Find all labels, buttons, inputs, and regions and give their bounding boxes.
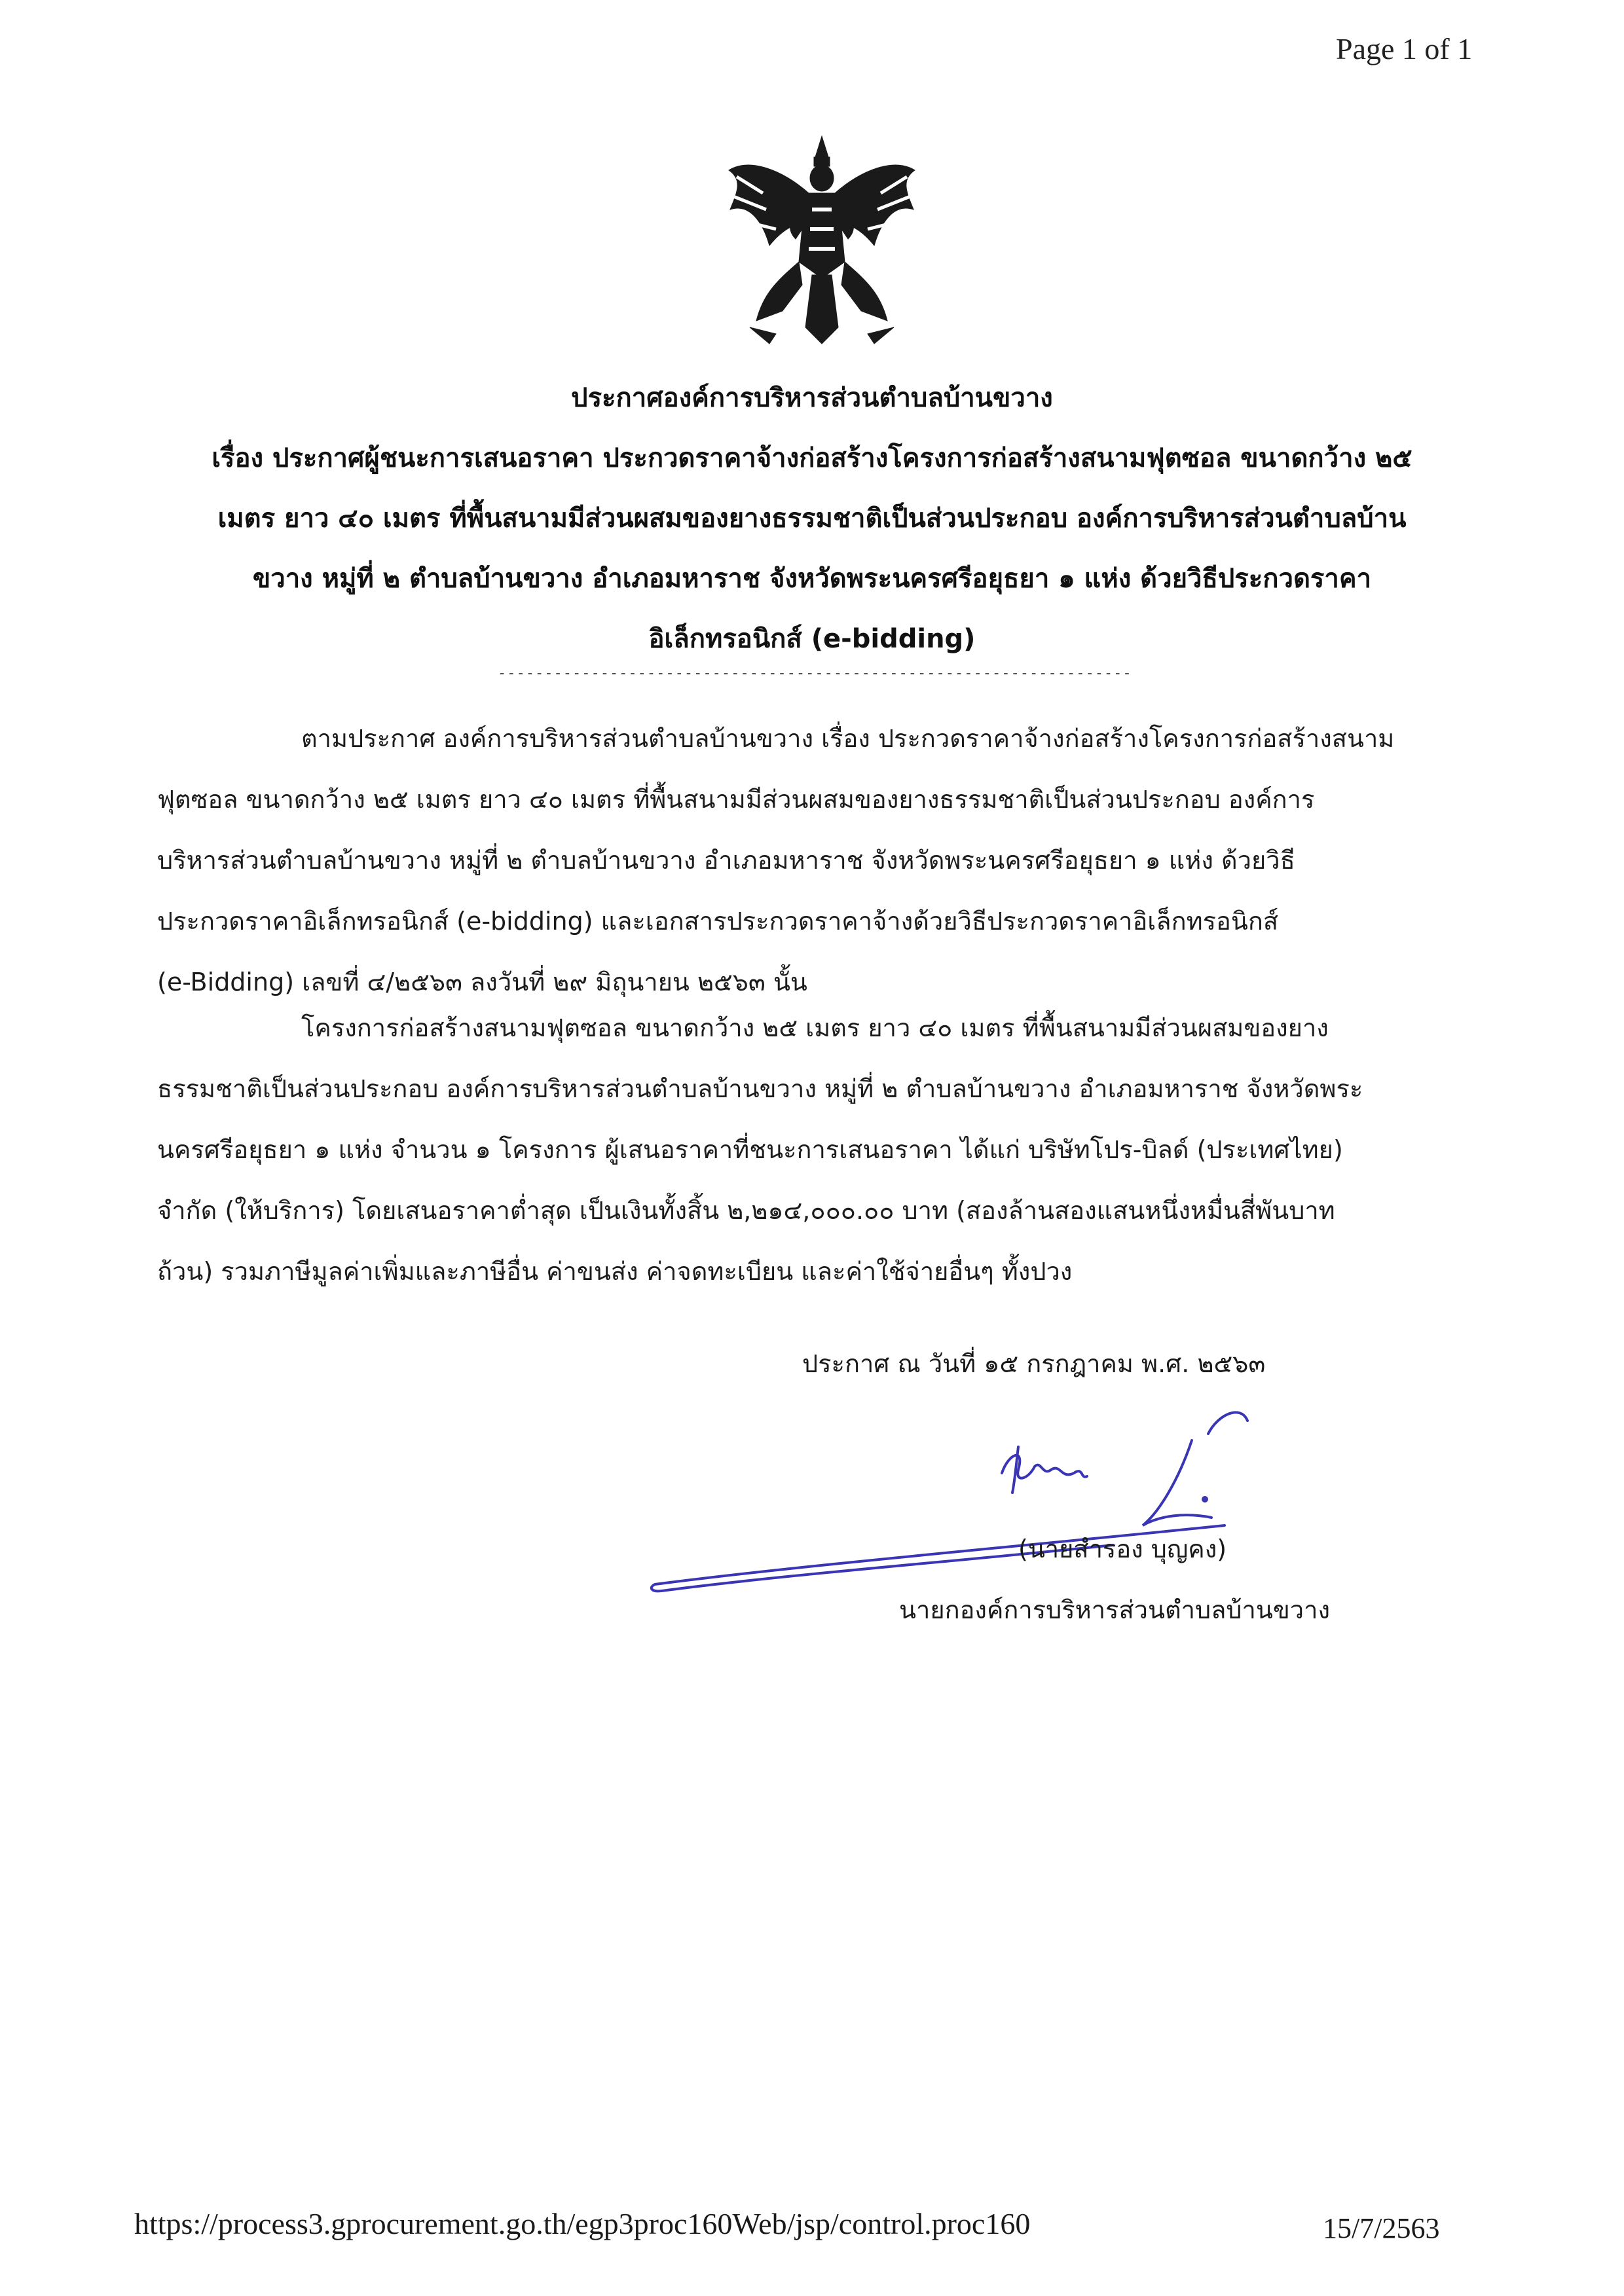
paragraph-line: จำกัด (ให้บริการ) โดยเสนอราคาต่ำสุด เป็นเงินทั้งสิ้น ๒,๒๑๔,๐๐๐.๐๐ บาท (สองล้านสองแสนหนึ่งหมื่นสี่พันบาท xyxy=(157,1196,1335,1225)
paragraph-line: นครศรีอยุธยา ๑ แห่ง จำนวน ๑ โครงการ ผู้เสนอราคาที่ชนะการเสนอราคา ได้แก่ บริษัทโปร-บิลด์ (ประเทศไทย) xyxy=(157,1135,1343,1164)
separator-line: -------------------------------------------------------------------- xyxy=(498,665,1132,682)
title-line: เรื่อง ประกาศผู้ชนะการเสนอราคา ประกวดราคาจ้างก่อสร้างโครงการก่อสร้างสนามฟุตซอล ขนาดกว้าง ๒๕ xyxy=(212,443,1412,473)
signer-name: (นายสำรอง บุญคง) xyxy=(1018,1535,1227,1563)
paragraph-line: ประกวดราคาอิเล็กทรอนิกส์ (e-bidding) และเอกสารประกวดราคาจ้างด้วยวิธีประกวดราคาอิเล็กทรอนิกส์ xyxy=(157,907,1279,936)
body-paragraph-1 xyxy=(157,708,1473,1013)
footer-url: https://process3.gprocurement.go.th/egp3proc160Web/jsp/control.proc160 xyxy=(134,2207,1031,2240)
announcement-date: ประกาศ ณ วันที่ ๑๕ กรกฎาคม พ.ศ. ๒๕๖๓ xyxy=(802,1349,1266,1378)
paragraph-line: ธรรมชาติเป็นส่วนประกอบ องค์การบริหารส่วนตำบลบ้านขวาง หมู่ที่ ๒ ตำบลบ้านขวาง อำเภอมหาราช จังหวัดพระ xyxy=(157,1074,1363,1103)
garuda-emblem-icon xyxy=(724,131,920,347)
paragraph-line: บริหารส่วนตำบลบ้านขวาง หมู่ที่ ๒ ตำบลบ้านขวาง อำเภอมหาราช จังหวัดพระนครศรีอยุธยา ๑ แห่ง ด้วยวิธี xyxy=(157,846,1295,875)
title-line: อิเล็กทรอนิกส์ (e-bidding) xyxy=(648,624,976,654)
signer-position: นายกองค์การบริหารส่วนตำบลบ้านขวาง xyxy=(899,1595,1331,1624)
handwritten-signature xyxy=(642,1349,1283,1624)
title-line: ประกาศองค์การบริหารส่วนตำบลบ้านขวาง xyxy=(571,383,1053,413)
title-line: ขวาง หมู่ที่ ๒ ตำบลบ้านขวาง อำเภอมหาราช จังหวัดพระนครศรีอยุธยา ๑ แห่ง ด้วยวิธีประกวดราคา xyxy=(252,564,1372,594)
footer-date: 15/7/2563 xyxy=(1323,2212,1440,2244)
title-line: เมตร ยาว ๔๐ เมตร ที่พื้นสนามมีส่วนผสมของยางธรรมชาติเป็นส่วนประกอบ องค์การบริหารส่วนตำบลบ้าน xyxy=(217,503,1407,534)
page-number: Page 1 of 1 xyxy=(1336,32,1473,65)
paragraph-line: ถ้วน) รวมภาษีมูลค่าเพิ่มและภาษีอื่น ค่าขนส่ง ค่าจดทะเบียน และค่าใช้จ่ายอื่นๆ ทั้งปวง xyxy=(157,1257,1073,1286)
paragraph-line: (e-Bidding) เลขที่ ๔/๒๕๖๓ ลงวันที่ ๒๙ มิถุนายน ๒๕๖๓ นั้น xyxy=(157,968,807,996)
paragraph-line: ตามประกาศ องค์การบริหารส่วนตำบลบ้านขวาง เรื่อง ประกวดราคาจ้างก่อสร้างโครงการก่อสร้างสนาม xyxy=(301,724,1395,753)
body-paragraph-2 xyxy=(157,998,1473,1302)
paragraph-line: โครงการก่อสร้างสนามฟุตซอล ขนาดกว้าง ๒๕ เมตร ยาว ๔๐ เมตร ที่พื้นสนามมีส่วนผสมของยาง xyxy=(301,1013,1329,1042)
document-title xyxy=(157,368,1467,669)
paragraph-line: ฟุตซอล ขนาดกว้าง ๒๕ เมตร ยาว ๔๐ เมตร ที่พื้นสนามมีส่วนผสมของยางธรรมชาติเป็นส่วนประกอบ องค์การ xyxy=(157,785,1315,814)
